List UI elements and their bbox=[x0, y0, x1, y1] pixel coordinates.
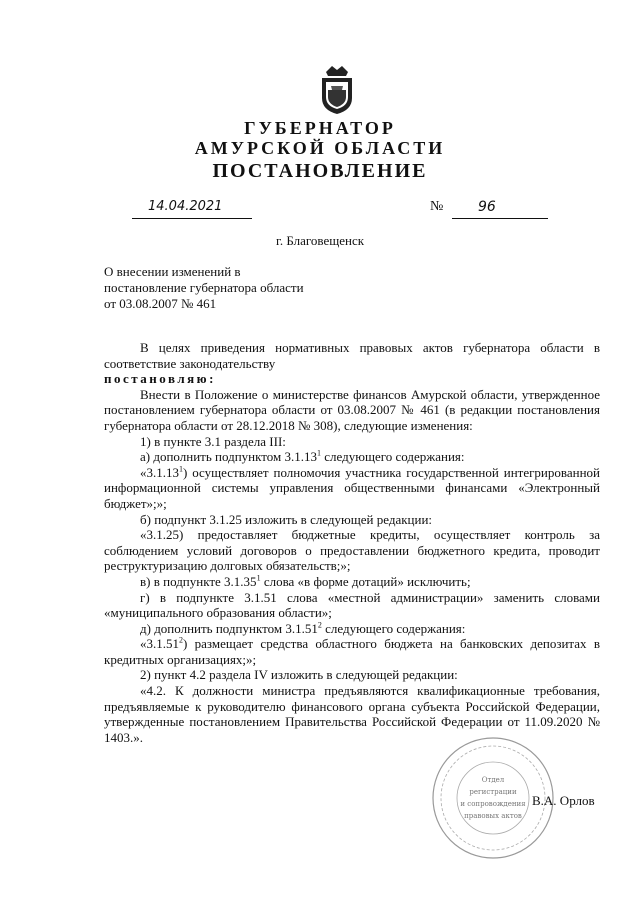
document-type-title: ПОСТАНОВЛЕНИЕ bbox=[212, 160, 428, 182]
paragraph: «3.1.13$^1$) осуществляет полномочия участника государственной интегрированной информационной системы управления общественными финансами «Электронный бюджет»;»; bbox=[104, 464, 600, 511]
city-name: г. Благовещенск bbox=[275, 233, 365, 248]
document-number: 96 bbox=[478, 199, 496, 215]
paragraph: д) дополнить подпунктом 3.1.51$^2$ следующего содержания: bbox=[140, 620, 466, 636]
resolve-word: постановляю: bbox=[104, 371, 216, 387]
paragraph: «3.1.51$^2$) размещает средства областного бюджета на банковских депозитах в кредитных организациях;»; bbox=[104, 635, 600, 667]
header-governor: ГУБЕРНАТОР bbox=[244, 118, 396, 138]
document-subject: О внесении изменений в постановление губернатора области от 03.08.2007 № 461 bbox=[104, 264, 304, 311]
paragraph: г) в подпункте 3.1.51 слова «местной администрации» заменить словами «муниципального образования области»; bbox=[104, 589, 600, 621]
paragraph: б) подпункт 3.1.25 изложить в следующей редакции: bbox=[140, 511, 433, 527]
paragraph: «3.1.25) предоставляет бюджетные кредиты, осуществляет контроль за соблюдением условий договоров о предоставлении бюджетного кредита, проводит реструктуризацию долговых обязательств;»; bbox=[104, 527, 600, 574]
number-label: № bbox=[430, 199, 444, 214]
paragraph: 2) пункт 4.2 раздела IV изложить в следующей редакции: bbox=[140, 667, 458, 683]
document-date: 14.04.2021 bbox=[148, 199, 223, 214]
paragraph: в) в подпункте 3.1.35$^1$ слова «в форме дотаций» исключить; bbox=[140, 573, 471, 589]
svg-text:правовых актов: правовых актов bbox=[464, 812, 522, 820]
paragraph: а) дополнить подпунктом 3.1.13$^1$ следующего содержания: bbox=[140, 448, 465, 465]
svg-text:регистрации: регистрации bbox=[469, 788, 517, 796]
header-region: АМУРСКОЙ ОБЛАСТИ bbox=[194, 138, 446, 158]
paragraph: В целях приведения нормативных правовых актов губернатора области в соответствие законодательству bbox=[104, 340, 600, 371]
coat-of-arms-icon bbox=[318, 64, 356, 116]
document-body bbox=[104, 340, 600, 745]
paragraph: «4.2. К должности министра предъявляются квалификационные требования, предъявляемые к руководителю финансового органа субъекта Российской Федерации, утвержденные постановлением Правительства Российской Федерации от 11.09.2020 № 1403.». bbox=[104, 683, 600, 745]
paragraph: Внести в Положение о министерстве финансов Амурской области, утвержденное постановлением губернатора области от 03.08.2007 № 461 (в редакции постановления губернатора области от 28.12.2018 № 308), следующие изменения: bbox=[104, 386, 600, 433]
svg-text:и сопровождения: и сопровождения bbox=[460, 800, 526, 808]
paragraph: 1) в пункте 3.1 раздела III: bbox=[140, 433, 286, 449]
svg-text:Отдел: Отдел bbox=[481, 776, 505, 784]
number-underline bbox=[452, 204, 548, 219]
signer-name: В.А. Орлов bbox=[532, 793, 595, 808]
